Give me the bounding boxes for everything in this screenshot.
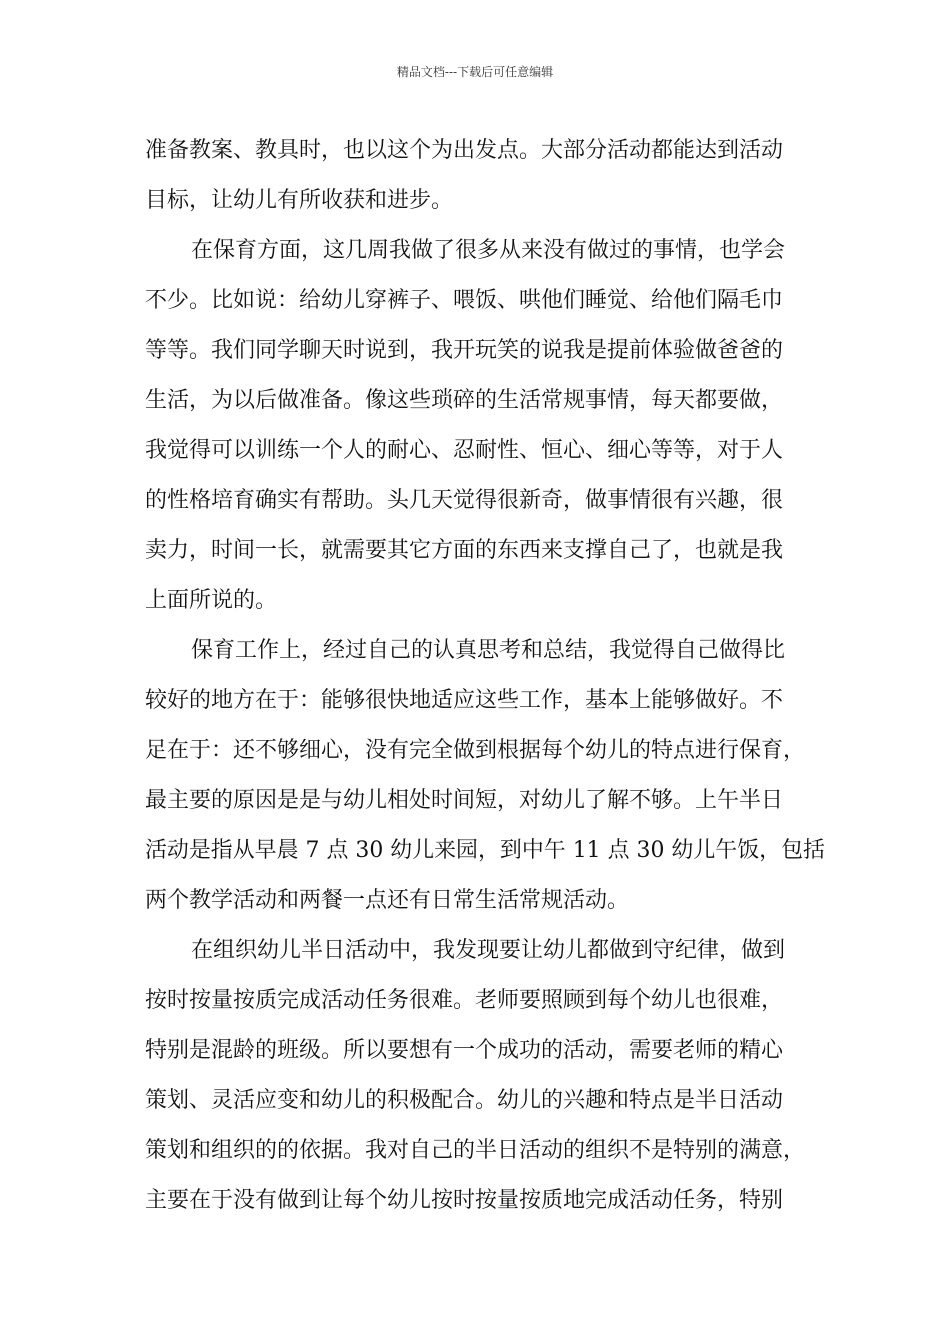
paragraph-start-line: 保育工作上，经过自己的认真思考和总结，我觉得自己做得比 bbox=[191, 638, 786, 663]
text-line: 策划和组织的的依据。我对自己的半日活动的组织不是特别的满意， bbox=[145, 1138, 806, 1163]
text-line: 特别是混龄的班级。所以要想有一个成功的活动，需要老师的精心 bbox=[145, 1038, 784, 1063]
page-header: 精品文档---下载后可任意编辑 bbox=[396, 65, 554, 79]
text-line: 较好的地方在于：能够很快地适应这些工作，基本上能够做好。不 bbox=[145, 688, 784, 713]
paragraph-start-line: 在保育方面，这几周我做了很多从来没有做过的事情，也学会 bbox=[191, 238, 786, 263]
text-line: 按时按量按质完成活动任务很难。老师要照顾到每个幼儿也很难， bbox=[145, 988, 784, 1013]
text-line: 生活，为以后做准备。像这些琐碎的生活常规事情，每天都要做， bbox=[145, 388, 784, 413]
text-line: 主要在于没有做到让每个幼儿按时按量按质地完成活动任务，特别 bbox=[145, 1188, 784, 1213]
text-line: 不少。比如说：给幼儿穿裤子、喂饭、哄他们睡觉、给他们隔毛巾 bbox=[145, 288, 784, 313]
text-line: 足在于：还不够细心，没有完全做到根据每个幼儿的特点进行保育， bbox=[145, 738, 806, 763]
text-line: 等等。我们同学聊天时说到，我开玩笑的说我是提前体验做爸爸的 bbox=[145, 338, 784, 363]
text-line: 策划、灵活应变和幼儿的积极配合。幼儿的兴趣和特点是半日活动 bbox=[145, 1088, 784, 1113]
text-line: 我觉得可以训练一个人的耐心、忍耐性、恒心、细心等等，对于人 bbox=[145, 438, 784, 463]
text-line: 准备教案、教具时，也以这个为出发点。大部分活动都能达到活动 bbox=[145, 138, 784, 163]
text-line: 目标，让幼儿有所收获和进步。 bbox=[145, 188, 454, 213]
text-line: 活动是指从早晨 7 点 30 幼儿来园，到中午 11 点 30 幼儿午饭，包括 bbox=[145, 838, 825, 863]
paragraph-start-line: 在组织幼儿半日活动中，我发现要让幼儿都做到守纪律，做到 bbox=[191, 938, 786, 963]
text-line: 的性格培育确实有帮助。头几天觉得很新奇，做事情很有兴趣，很 bbox=[145, 488, 784, 513]
text-line: 上面所说的。 bbox=[145, 588, 278, 613]
text-line: 卖力，时间一长，就需要其它方面的东西来支撑自己了，也就是我 bbox=[145, 538, 784, 563]
text-line: 最主要的原因是是与幼儿相处时间短，对幼儿了解不够。上午半日 bbox=[145, 788, 784, 813]
text-line: 两个教学活动和两餐一点还有日常生活常规活动。 bbox=[145, 888, 630, 913]
